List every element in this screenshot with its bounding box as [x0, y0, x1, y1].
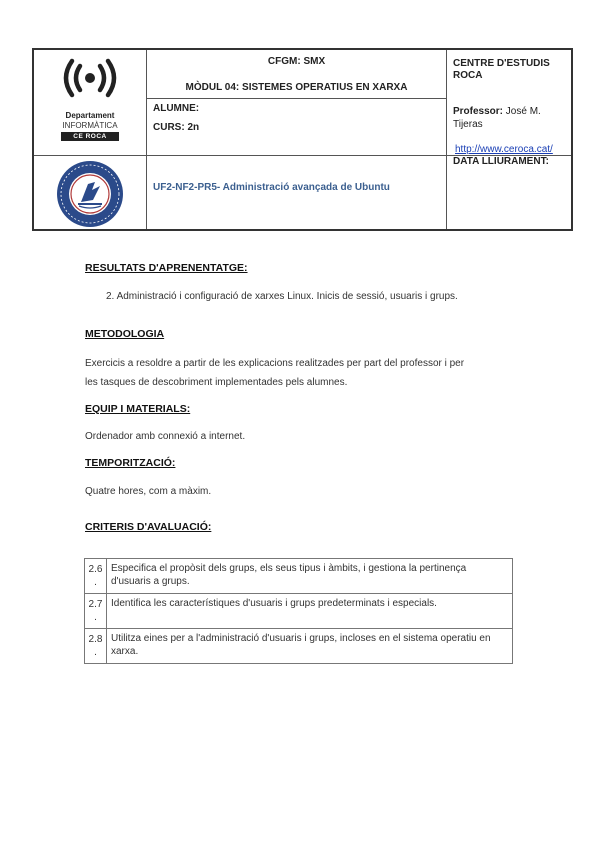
- equipment-text: Ordenador amb connexió a internet.: [85, 431, 246, 442]
- evaluation-criteria-title: CRITERIS D'AVALUACIÓ:: [85, 521, 212, 533]
- department-name: Departament: [65, 111, 115, 120]
- school-website-link[interactable]: http://www.ceroca.cat/: [455, 144, 553, 155]
- course-year-label: CURS: 2n: [153, 122, 200, 133]
- methodology-title: METODOLOGIA: [85, 328, 165, 340]
- equipment-title: EQUIP I MATERIALS:: [85, 403, 191, 415]
- learning-outcomes-title: RESULTATS D'APRENENTATGE:: [85, 262, 248, 274]
- criterion-text: Utilitza eines per a l'administració d'usuaris i grups, incloses en el sistema operatiu en xarxa.: [107, 629, 513, 664]
- delivery-date-label: DATA LLIURAMENT:: [453, 156, 549, 167]
- methodology-text-line2: les tasques de descobriment implementades pels alumnes.: [85, 377, 348, 388]
- centre-cell: [447, 50, 573, 231]
- department-subtitle: INFORMÀTICA: [62, 121, 118, 130]
- professor-label: Professor:: [453, 106, 504, 117]
- centre-name: CENTRE D'ESTUDIS ROCA: [453, 58, 550, 81]
- table-row: [85, 559, 513, 594]
- criterion-number: 2.8 .: [85, 629, 107, 664]
- header-table: [32, 48, 573, 231]
- criteria-table: [84, 558, 513, 664]
- department-logo: [34, 50, 146, 156]
- cfgm-label: CFGM: SMX: [267, 56, 326, 67]
- uf-cell: [147, 50, 446, 231]
- timing-text: Quatre hores, com a màxim.: [85, 486, 212, 497]
- module-title: MÒDUL 04: SISTEMES OPERATIUS EN XARXA: [185, 82, 408, 93]
- student-label: ALUMNE:: [153, 103, 200, 114]
- criterion-text: Identifica les característiques d'usuaris i grups predeterminats i especials.: [107, 594, 513, 629]
- criterion-number: 2.6 .: [85, 559, 107, 594]
- criterion-number: 2.7 .: [85, 594, 107, 629]
- practice-title: UF2-NF2-PR5- Administració avançada de Ubuntu: [153, 182, 390, 193]
- department-badge: CE ROCA: [61, 132, 119, 141]
- learning-outcomes-text: 2. Administració i configuració de xarxes Linux. Inicis de sessió, usuaris i grups.: [106, 291, 458, 302]
- professor-name: José M. Tijeras: [453, 106, 541, 130]
- school-seal: [34, 157, 146, 231]
- table-row: [85, 594, 513, 629]
- seal-icon: [34, 157, 146, 231]
- timing-title: TEMPORITZACIÓ:: [85, 457, 176, 469]
- signal-icon: [34, 50, 146, 110]
- professor-line: [453, 105, 571, 131]
- methodology-text-line1: Exercicis a resoldre a partir de les explicacions realitzades per part del professor i per: [85, 358, 465, 369]
- criterion-text: Especifica el propòsit dels grups, els seus tipus i àmbits, i gestiona la pertinença d'usuaris a grups.: [107, 559, 513, 594]
- table-row: [85, 629, 513, 664]
